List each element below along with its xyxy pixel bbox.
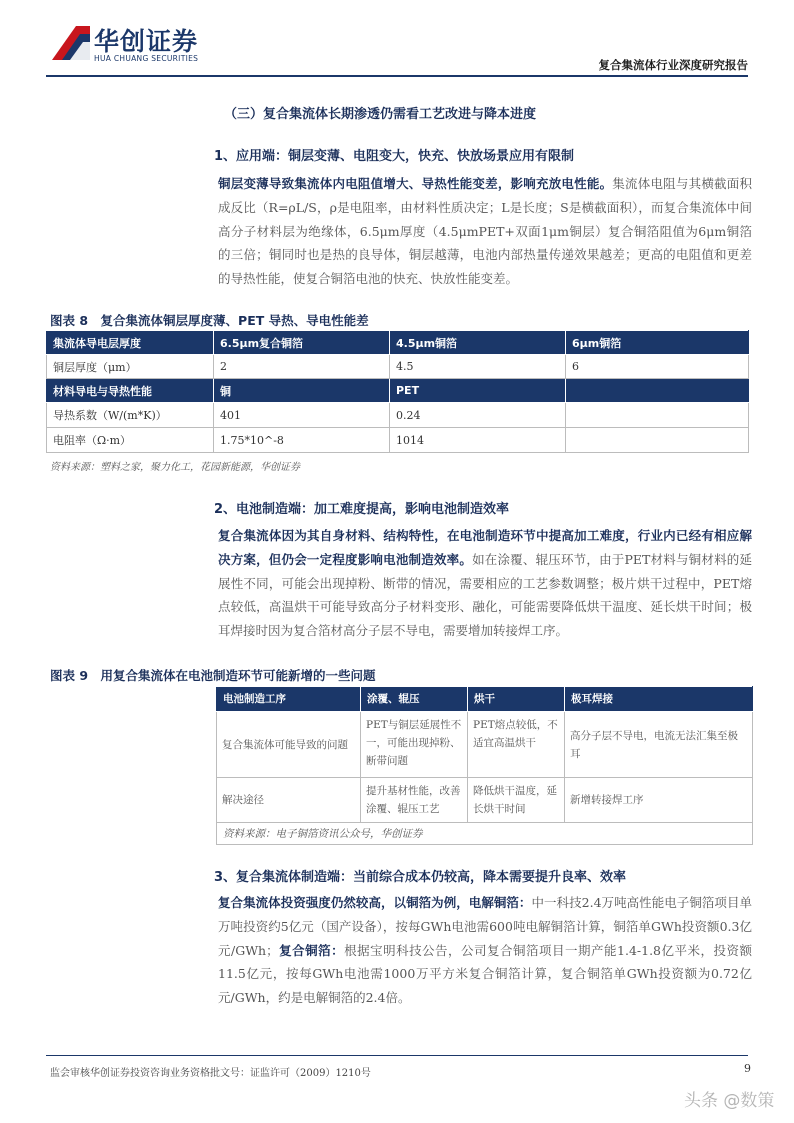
table-header-cell <box>566 379 749 403</box>
table-cell <box>566 428 749 453</box>
paragraph-2-lead: 复合集流体因为其自身材料、结构特性，在电池制造环节中提高加工难度，行业内已经有相应解决方案，但仍会一定程度影响电池制造效率。 <box>218 528 752 567</box>
figure-8-table <box>46 330 749 453</box>
paragraph-2 <box>218 524 752 643</box>
brand-name-en: HUA CHUANG SECURITIES <box>94 54 199 63</box>
table-cell: 1.75*10^-8 <box>214 428 390 453</box>
paragraph-3-body-2: 根据宝明科技公告，公司复合铜箔项目一期产能1.4-1.8亿平米，投资额11.5亿元，按每GWh电池需1000万平方米复合铜箔计算，复合铜箔单GWh投资额为0.72亿元/GWh，约是电解铜箔的2.4倍。 <box>218 942 752 1006</box>
page-number: 9 <box>744 1062 751 1075</box>
subsection-heading-3: 3、复合集流体制造端：当前综合成本仍较高，降本需要提升良率、效率 <box>214 870 627 885</box>
report-title: 复合集流体行业深度研究报告 <box>598 58 748 72</box>
paragraph-2-body: 如在涂覆、辊压环节，由于PET材料与铜材料的延展性不同，可能会出现掉粉、断带的情况，需要相应的工艺参数调整；极片烘干过程中，PET熔点较低，高温烘干可能导致高分子材料变形、融化，可能需要降低烘干温度、延长烘干时间；极耳焊接时因为复合箔材高分子层不导电，需要增加转接焊工序。 <box>218 551 752 639</box>
table-header-cell: 6μm铜箔 <box>566 331 749 355</box>
table-row <box>217 778 753 823</box>
paragraph-1-body: 集流体电阻与其横截面积成反比（R=ρL/S，ρ是电阻率，由材料性质决定；L是长度；S是横截面积），而复合集流体中间高分子材料层为绝缘体，6.5μm厚度（4.5μmPET+双面1μm铜层）复合铜箔阻值为6μm铜箔的三倍；铜同时也是热的良导体，铜层越薄，电池内部热量传递效果越差；更高的电阻值和更差的导热性能，使复合铜箔电池的快充、快放性能变差。 <box>218 176 752 287</box>
subsection-heading-2: 2、电池制造端：加工难度提高，影响电池制造效率 <box>214 502 510 517</box>
table-cell: 降低烘干温度，延长烘干时间 <box>468 778 565 823</box>
table-header-cell: 涂覆、辊压 <box>361 687 468 712</box>
table-cell: 401 <box>214 403 390 428</box>
table-cell: 4.5 <box>390 355 566 379</box>
figure-9-source: 资料来源：电子铜箔资讯公众号，华创证券 <box>217 823 753 845</box>
table-header-cell: 铜 <box>214 379 390 403</box>
table-header-cell: 集流体导电层厚度 <box>47 331 214 355</box>
table-row <box>47 428 749 453</box>
table-header-cell: 材料导电与导热性能 <box>47 379 214 403</box>
table-row <box>47 403 749 428</box>
table-header-row <box>47 379 749 403</box>
footer-divider <box>46 1055 748 1056</box>
figure-9-table <box>216 686 753 845</box>
table-header-cell: 4.5μm铜箔 <box>390 331 566 355</box>
page-header <box>0 0 794 80</box>
table-header-cell: 烘干 <box>468 687 565 712</box>
table-header-row <box>217 687 753 712</box>
brand-name: 华创证券 <box>94 27 199 56</box>
table-cell: 6 <box>566 355 749 379</box>
table-cell: 0.24 <box>390 403 566 428</box>
table-header-cell: PET <box>390 379 566 403</box>
figure-8-source: 资料来源：塑料之家，聚力化工，花园新能源，华创证券 <box>50 462 300 473</box>
table-header-cell: 电池制造工序 <box>217 687 361 712</box>
table-cell: PET与铜层延展性不一，可能出现掉粉、断带问题 <box>361 712 468 778</box>
paragraph-1-lead: 铜层变薄导致集流体内电阻值增大、导热性能变差，影响充放电性能。 <box>218 176 613 191</box>
table-cell: 高分子层不导电，电流无法汇集至极耳 <box>565 712 753 778</box>
paragraph-3-body-1: 中一科技2.4万吨高性能电子铜箔项目单万吨投资约5亿元（国产设备），按每GWh电池需600吨电解铜箔计算，铜箔单GWh投资额0.3亿元/GWh； <box>218 895 752 958</box>
table-cell: 1014 <box>390 428 566 453</box>
table-cell: 解决途径 <box>217 778 361 823</box>
paragraph-3 <box>218 891 752 1010</box>
table-cell: 复合集流体可能导致的问题 <box>217 712 361 778</box>
table-cell: PET熔点较低，不适宜高温烘干 <box>468 712 565 778</box>
brand-logo-icon <box>52 26 90 60</box>
table-cell: 电阻率（Ω·m） <box>47 428 214 453</box>
table-source-row <box>217 823 753 845</box>
paragraph-3-lead: 复合集流体投资强度仍然较高，以铜箔为例，电解铜箔： <box>218 895 532 910</box>
figure-9-title: 图表 9 用复合集流体在电池制造环节可能新增的一些问题 <box>50 668 376 683</box>
table-header-row <box>47 331 749 355</box>
table-cell: 提升基材性能，改善涂覆、辊压工艺 <box>361 778 468 823</box>
section-title: （三）复合集流体长期渗透仍需看工艺改进与降本进度 <box>224 107 537 122</box>
table-header-cell: 6.5μm复合铜箔 <box>214 331 390 355</box>
table-row <box>217 712 753 778</box>
table-cell: 铜层厚度（μm） <box>47 355 214 379</box>
subsection-heading-1: 1、应用端：铜层变薄、电阻变大，快充、快放场景应用有限制 <box>214 149 575 164</box>
table-row <box>47 355 749 379</box>
watermark: 头条 @数策 <box>684 1091 775 1111</box>
table-cell <box>566 403 749 428</box>
table-cell: 新增转接焊工序 <box>565 778 753 823</box>
table-cell: 2 <box>214 355 390 379</box>
paragraph-1 <box>218 172 752 291</box>
paragraph-3-lead-2: 复合铜箔： <box>278 942 345 958</box>
figure-8-title: 图表 8 复合集流体铜层厚度薄、PET 导热、导电性能差 <box>50 313 369 328</box>
header-divider <box>46 75 748 77</box>
table-header-cell: 极耳焊接 <box>565 687 753 712</box>
footer-license: 监会审核华创证券投资咨询业务资格批文号：证监许可（2009）1210号 <box>50 1068 371 1079</box>
table-cell: 导热系数（W/(m*K)） <box>47 403 214 428</box>
